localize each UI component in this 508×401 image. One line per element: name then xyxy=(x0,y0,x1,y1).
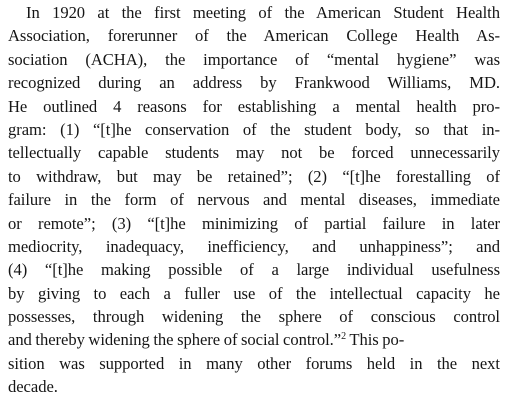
text-line: In 1920 at the first meeting of the American Student Health xyxy=(26,3,500,22)
text-line: sociation (ACHA), the importance of “mental hygiene” was xyxy=(8,49,500,69)
text-segment: and thereby widening the sphere of social control.” xyxy=(8,330,342,350)
text-line: mediocrity, inadequacy, inefficiency, and unhappiness”; and xyxy=(8,236,500,256)
text-line: or remote”; (3) “[t]he minimizing of partial failure in later xyxy=(8,213,500,233)
text-line: to withdraw, but may be retained”; (2) “[t]he forestalling of xyxy=(8,166,500,186)
text-line: decade. xyxy=(8,377,58,397)
text-line: Association, forerunner of the American College Health As- xyxy=(8,26,500,46)
text-line: tellectually capable students may not be forced unnecessarily xyxy=(8,143,500,163)
text-line: possesses, through widening the sphere of conscious control xyxy=(8,307,500,327)
text-line: failure in the form of nervous and mental diseases, immediate xyxy=(8,190,500,210)
text-line: by giving to each a fuller use of the intellectual capacity he xyxy=(8,283,500,303)
text-line xyxy=(8,328,500,351)
text-segment: This po- xyxy=(349,330,405,350)
text-line: He outlined 4 reasons for establishing a mental health pro- xyxy=(8,96,500,116)
text-line: (4) “[t]he making possible of a large individual usefulness xyxy=(8,260,500,280)
text-line: gram: (1) “[t]he conservation of the student body, so that in- xyxy=(8,119,500,139)
text-line: recognized during an address by Frankwood Williams, MD. xyxy=(8,73,500,93)
footnote-reference: 2 xyxy=(341,331,347,343)
text-line: sition was supported in many other forums held in the next xyxy=(8,353,500,373)
body-paragraph xyxy=(8,1,500,399)
